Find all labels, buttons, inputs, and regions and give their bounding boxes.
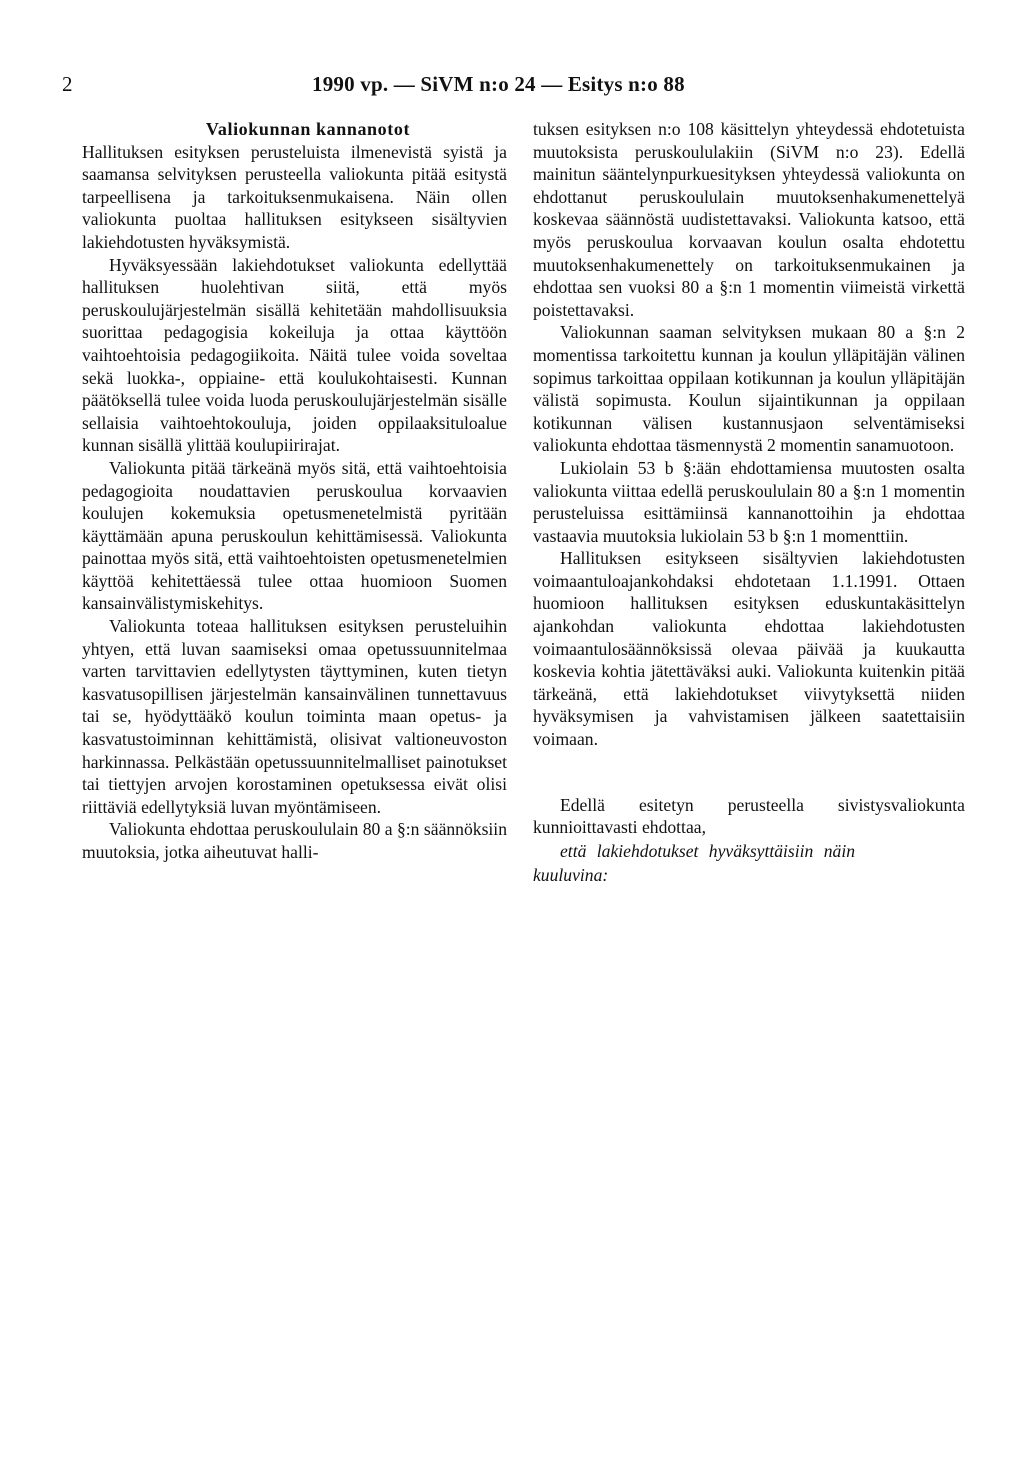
paragraph: Hyväksyessään lakiehdotukset valiokunta edellyttää hallituksen huolehtivan siitä, että myös peruskoulujärjestelmän sisällä kehitetään mahdollisuuksia suorittaa pedagogisia kokeiluja ja ottaa käyttöön vaihtoehtoisia pedagogiikoita. Näitä tulee voida soveltaa sekä luokka-, oppiaine- että koulukohtaisesti. Kunnan päätöksellä tulee voida luoda peruskoulujärjestelmän sisälle sellaisia vaihtoehtokouluja, joiden oppilaaksituloalue kunnan sisällä ylittää koulupiirirajat. <box>82 254 507 456</box>
paragraph: Valiokunta toteaa hallituksen esityksen perusteluihin yhtyen, että luvan saamiseksi omaa opetussuunnitelmaa varten tarvittavien edellytysten täyttyminen, kuten tietyn kasvatusopillisen järjestelmän kansainvälinen tunnettavuus tai se, hyödyttääkö koulun toiminta maan opetus- ja kasvatustoiminnan kehittämistä, olisivat valtioneuvoston harkinnassa. Pelkästään opetussuunnitelmalliset painotukset tai tiettyjen arvojen korostaminen opetuksessa eivät olisi riittäviä edellytyksiä luvan myöntämiseen. <box>82 616 507 817</box>
paragraph: Hallituksen esityksen perusteluista ilmenevistä syistä ja saamansa selvityksen perusteella valiokunta pitää esitystä tarpeellisena ja tarkoituksenmukaisena. Näin ollen valiokunta puoltaa hallituksen esitykseen sisältyvien lakiehdotusten hyväksymistä. <box>82 141 507 252</box>
running-head: 1990 vp. — SiVM n:o 24 — Esitys n:o 88 <box>312 72 685 96</box>
page-number: 2 <box>62 72 73 96</box>
resolution-text: että lakiehdotukset hyväksyttäisiin näin kuuluvina: <box>533 840 856 885</box>
paragraph: Lukiolain 53 b §:ään ehdottamiensa muutosten osalta valiokunta viittaa edellä peruskoululain 80 a §:n 1 momentin perusteluissa esittämiinsä kannanottoihin ja ehdottaa vastaavia muutoksia lukiolain 53 b §:n 1 momenttiin. <box>533 457 965 546</box>
paragraph: Valiokunnan saaman selvityksen mukaan 80 a §:n 2 momentissa tarkoitettu kunnan ja koulun ylläpitäjän välinen sopimus tarkoittaa oppilaan kotikunnan ja koulun ylläpitäjän välistä sopimusta. Koulun sijaintikunnan ja oppilaan kotikunnan välisen kustannusjaon selventämiseksi valiokunta ehdottaa täsmennystä 2 momentin sanamuotoon. <box>533 322 965 456</box>
paragraph: Hallituksen esitykseen sisältyvien lakiehdotusten voimaantuloajankohdaksi ehdotetaan 1.1.1991. Ottaen huomioon hallituksen esityksen eduskuntakäsittelyn ajankohdan valiokunta ehdottaa lakiehdotusten voimaantulosäännöksissä olevaa päivää ja kuukautta koskevia kohtia jätettäväksi auki. Valiokunta kuitenkin pitää tärkeänä, että lakiehdotukset viivytyksettä niiden hyväksymisen ja vahvistamisen jälkeen saatettaisiin voimaan. <box>533 548 965 750</box>
section-heading: Valiokunnan kannanotot <box>205 119 411 139</box>
paragraph: Valiokunta pitää tärkeänä myös sitä, että vaihtoehtoisia pedagogioita noudattavien peruskoulua korvaavien koulujen kokemuksia opetusmenetelmistä pyritään käyttämään apuna peruskoulun kehittämisessä. Valiokunta painottaa myös sitä, että vaihtoehtoisten opetusmenetelmien käyttöä kehitettäessä tulee ottaa huomioon Suomen kansainvälistymiskehitys. <box>82 457 507 614</box>
paragraph: Valiokunta ehdottaa peruskoululain 80 a §:n säännöksiin muutoksia, jotka aiheutuvat halli- <box>82 819 507 862</box>
right-column <box>533 118 965 887</box>
closing-statement: Edellä esitetyn perusteella sivistysvaliokunta kunnioittavasti ehdottaa, <box>533 794 965 838</box>
left-column <box>82 118 507 864</box>
paragraph: tuksen esityksen n:o 108 käsittelyn yhteydessä ehdotetuista muutoksista peruskoululakiin (SiVM n:o 23). Edellä mainitun sääntelynpurkuesityksen yhteydessä valiokunta on ehdottanut peruskoululain muutoksenhakumenettelyä koskevaa säännöstä uudistettavaksi. Valiokunta katsoo, että myös peruskoulua korvaavan koulun osalta ehdotettu muutoksenhakumenettely on tarkoituksenmukainen ja ehdottaa sen vuoksi 80 a §:n 1 momentin viimeistä virkettä poistettavaksi. <box>533 119 965 320</box>
